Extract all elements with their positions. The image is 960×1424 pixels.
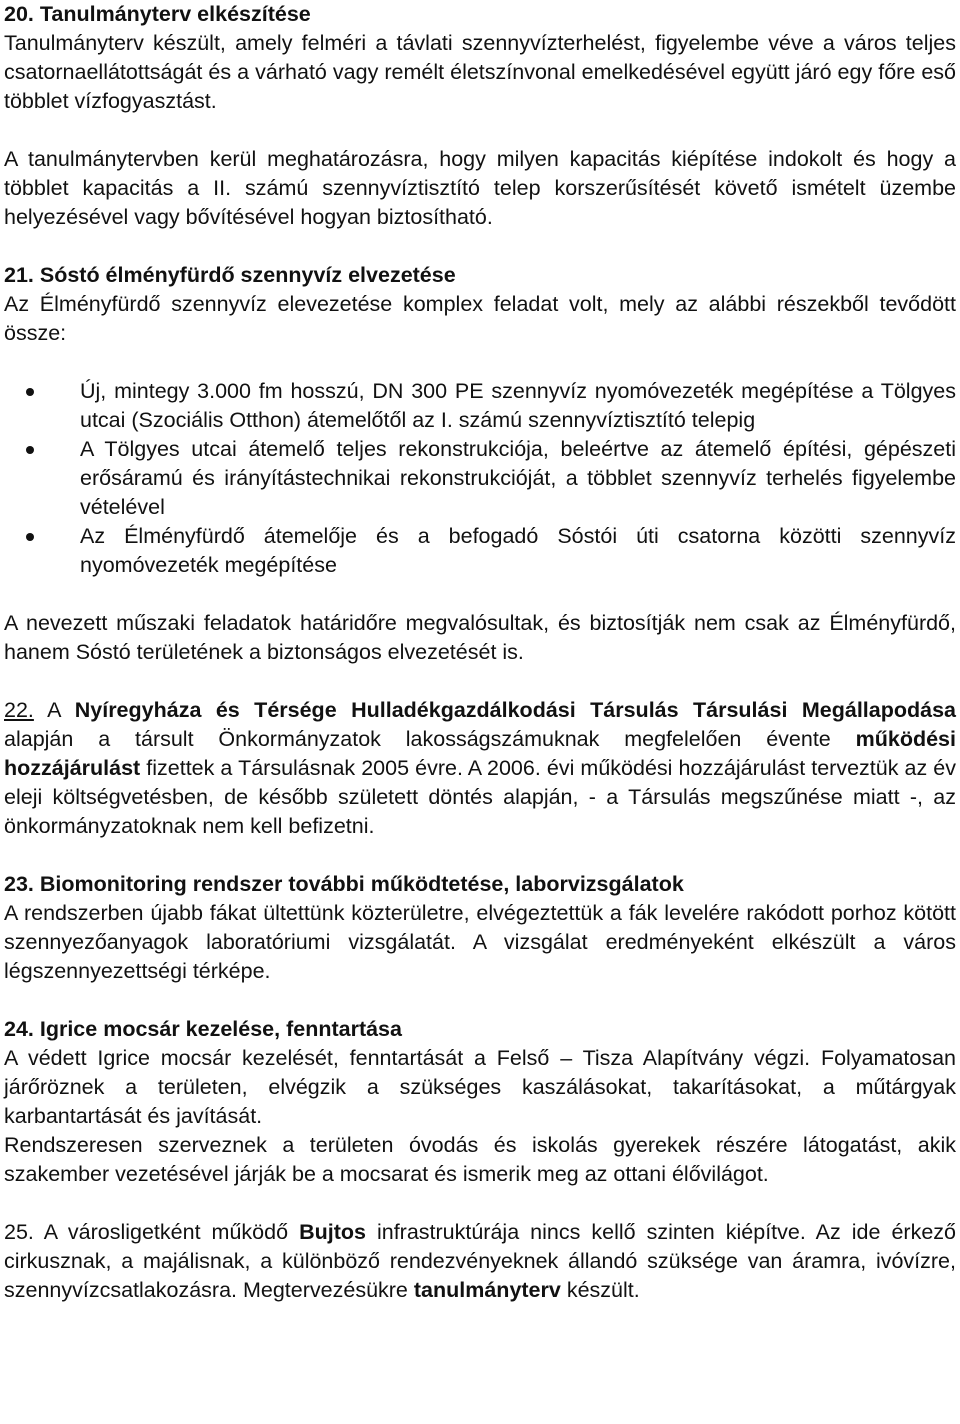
section-21-list: [4, 377, 956, 580]
list-item: [4, 377, 956, 435]
section-25-place-name: Bujtos: [299, 1220, 366, 1244]
section-22-agreement-name: Nyíregyháza és Térsége Hulladékgazdálkodási Társulás Társulási Megállapodása: [74, 698, 956, 722]
section-20-paragraph-2: A tanulmánytervben kerül meghatározásra, hogy milyen kapacitás kiépítése indokolt és hogy a többlet kapacitás a II. számú szennyvíztisztító telep korszerűsítését követő ismételt üzembe helyezésével vagy bővítésével hogyan biztosítható.: [4, 147, 956, 229]
section-23-title: 23. Biomonitoring rendszer további működtetése, laborvizsgálatok: [4, 872, 684, 896]
bullet-icon: [26, 388, 34, 396]
section-21-title: 21. Sóstó élményfürdő szennyvíz elvezetése: [4, 263, 456, 287]
section-25-study-plan: tanulmányterv: [413, 1278, 561, 1302]
section-22-text-2: alapján a társult Önkormányzatok lakosságszámuknak megfelelően évente: [4, 727, 856, 751]
section-24-paragraph-1: A védett Igrice mocsár kezelését, fenntartását a Felső – Tisza Alapítvány végzi. Folyamatosan járőröznek a területen, elvégzik a szükséges kaszálásokat, takarításokat, a műtárgyak karbantartását és javítását.: [4, 1046, 956, 1128]
section-24-title: 24. Igrice mocsár kezelése, fenntartása: [4, 1017, 402, 1041]
document-page: [4, 0, 956, 1305]
section-24-paragraph-2: Rendszeresen szerveznek a területen óvodás és iskolás gyerekek részére látogatást, akik szakember vezetésével járják be a mocsarat és ismerik meg az ottani élővilágot.: [4, 1133, 956, 1186]
section-25-text-2: infrastruktúrája nincs kellő szinten kiépítve. Az ide érkező cirkusznak, a majálisnak, a különböző rendezvényeknek állandó szüksége van áramra, ivóvízre, szennyvízcsatlakozásra. Megtervezésükre: [4, 1220, 956, 1302]
section-25-number: 25.: [4, 1220, 34, 1244]
list-item-text: Új, mintegy 3.000 fm hosszú, DN 300 PE szennyvíz nyomóvezeték megépítése a Tölgyes utcai (Szociális Otthon) átemelőtől az I. számú szennyvíztisztító telepig: [80, 379, 956, 432]
section-20-paragraph-1: Tanulmányterv készült, amely felméri a távlati szennyvízterhelést, figyelembe véve a város teljes csatornaellátottságát és a várható vagy remélt életszínvonal emelkedésével együtt járó egy főre eső többlet vízfogyasztást.: [4, 31, 956, 113]
section-22-number: 22.: [4, 698, 34, 722]
list-item: [4, 435, 956, 522]
list-item-text: A Tölgyes utcai átemelő teljes rekonstrukciója, beleértve az átemelő építési, gépészeti erősáramú és irányítástechnikai rekonstrukcióját, a többlet szennyvíz terhelés figyelembe vételével: [80, 437, 956, 519]
section-20-title: 20. Tanulmányterv elkészítése: [4, 2, 311, 26]
bullet-icon: [26, 533, 34, 541]
list-item-text: Az Élményfürdő átemelője és a befogadó Sóstói úti csatorna közötti szennyvíz nyomóvezeték megépítése: [80, 524, 956, 577]
section-22-paragraph: [4, 696, 956, 841]
section-25-paragraph: [4, 1218, 956, 1305]
section-22-contribution: működési hozzájárulást: [4, 727, 956, 780]
section-23-paragraph: A rendszerben újabb fákat ültettünk közterületre, elvégeztettük a fák levelére rakódott porhoz kötött szennyezőanyagok laboratóriumi vizsgálatát. A vizsgálat eredményeként elkészült a város légszennyezettségi térképe.: [4, 901, 956, 983]
section-25-text-3: készült.: [560, 1278, 640, 1302]
section-22-text-1: A: [33, 698, 75, 722]
section-25-text-1: A városligetként működő: [33, 1220, 300, 1244]
section-21-closing: A nevezett műszaki feladatok határidőre megvalósultak, és biztosítják nem csak az Élményfürdő, hanem Sóstó területének a biztonságos elvezetését is.: [4, 611, 956, 664]
section-21-intro: Az Élményfürdő szennyvíz elevezetése komplex feladat volt, mely az alábbi részekből tevődött össze:: [4, 292, 956, 345]
section-22-text-3: fizettek a Társulásnak 2005 évre. A 2006. évi működési hozzájárulást terveztük az év eleji költségvetésben, de később született döntés alapján, - a Társulás megszűnése miatt -, az önkormányzatoknak nem kell befizetni.: [4, 756, 956, 838]
list-item: [4, 522, 956, 580]
bullet-icon: [26, 446, 34, 454]
